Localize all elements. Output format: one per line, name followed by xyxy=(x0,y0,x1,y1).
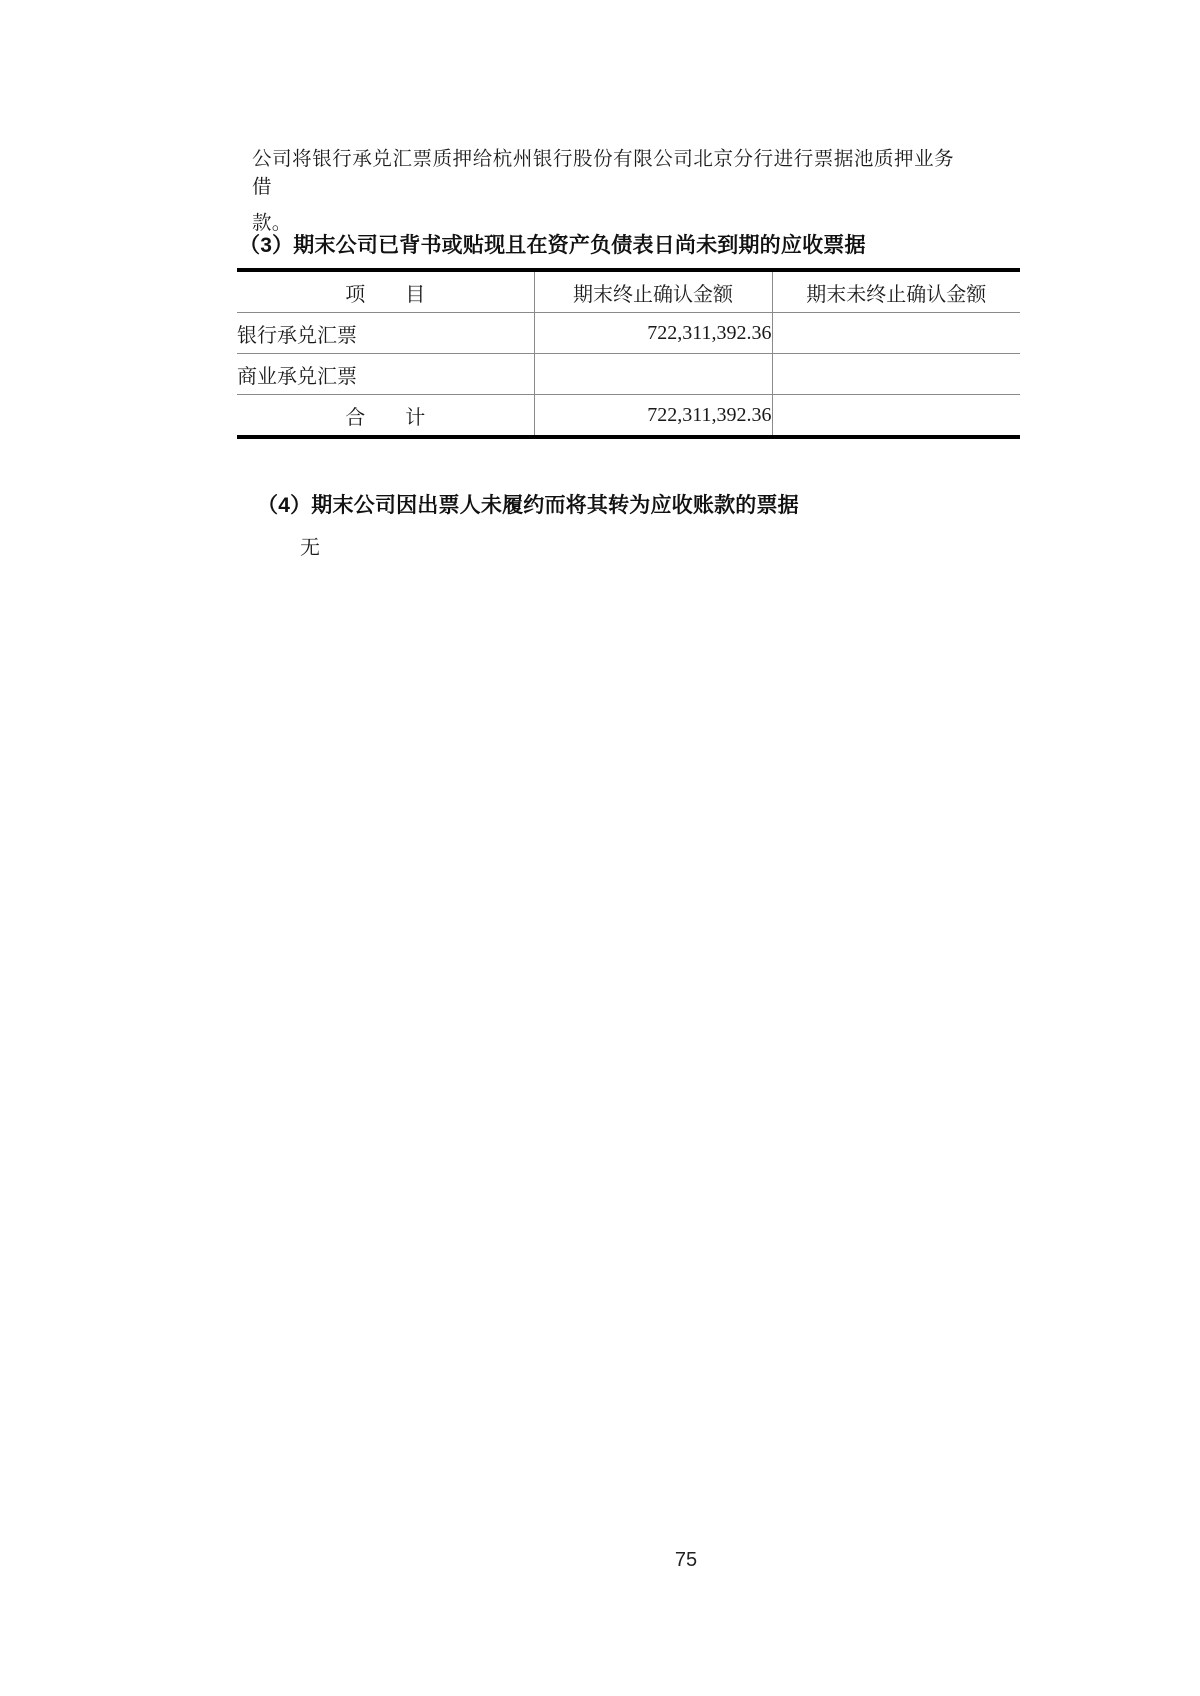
endorsed-notes-table xyxy=(237,268,1020,439)
cell-total-label: 合 计 xyxy=(345,406,426,429)
table-row-bank-acceptance xyxy=(237,313,1020,354)
table-header-terminated-amount: 期末终止确认金额 xyxy=(534,270,772,313)
cell-terminated-amount xyxy=(534,354,772,395)
table-header-item: 项 目 xyxy=(237,270,534,313)
body-paragraph-line-1: 公司将银行承兑汇票质押给杭州银行股份有限公司北京分行进行票据池质押业务借 xyxy=(252,149,954,198)
cell-item-label: 银行承兑汇票 xyxy=(237,313,534,354)
section-3-heading: （3）期末公司已背书或贴现且在资产负债表日尚未到期的应收票据 xyxy=(239,234,866,257)
section-4-heading: （4）期末公司因出票人未履约而将其转为应收账款的票据 xyxy=(257,494,799,517)
table-row-commercial-acceptance xyxy=(237,354,1020,395)
page-number: 75 xyxy=(674,1549,698,1571)
cell-not-terminated-amount xyxy=(772,313,1020,354)
table-header-not-terminated-amount: 期末未终止确认金额 xyxy=(772,270,1020,313)
cell-not-terminated-amount-total xyxy=(772,395,1020,438)
table-header-row xyxy=(237,270,1020,313)
cell-terminated-amount-total: 722,311,392.36 xyxy=(534,395,772,438)
table-row-total xyxy=(237,395,1020,438)
section-4-text: 无 xyxy=(300,537,320,559)
cell-terminated-amount: 722,311,392.36 xyxy=(534,313,772,354)
body-paragraph-line-2: 款。 xyxy=(252,213,292,234)
cell-item-label: 商业承兑汇票 xyxy=(237,354,534,395)
cell-not-terminated-amount xyxy=(772,354,1020,395)
